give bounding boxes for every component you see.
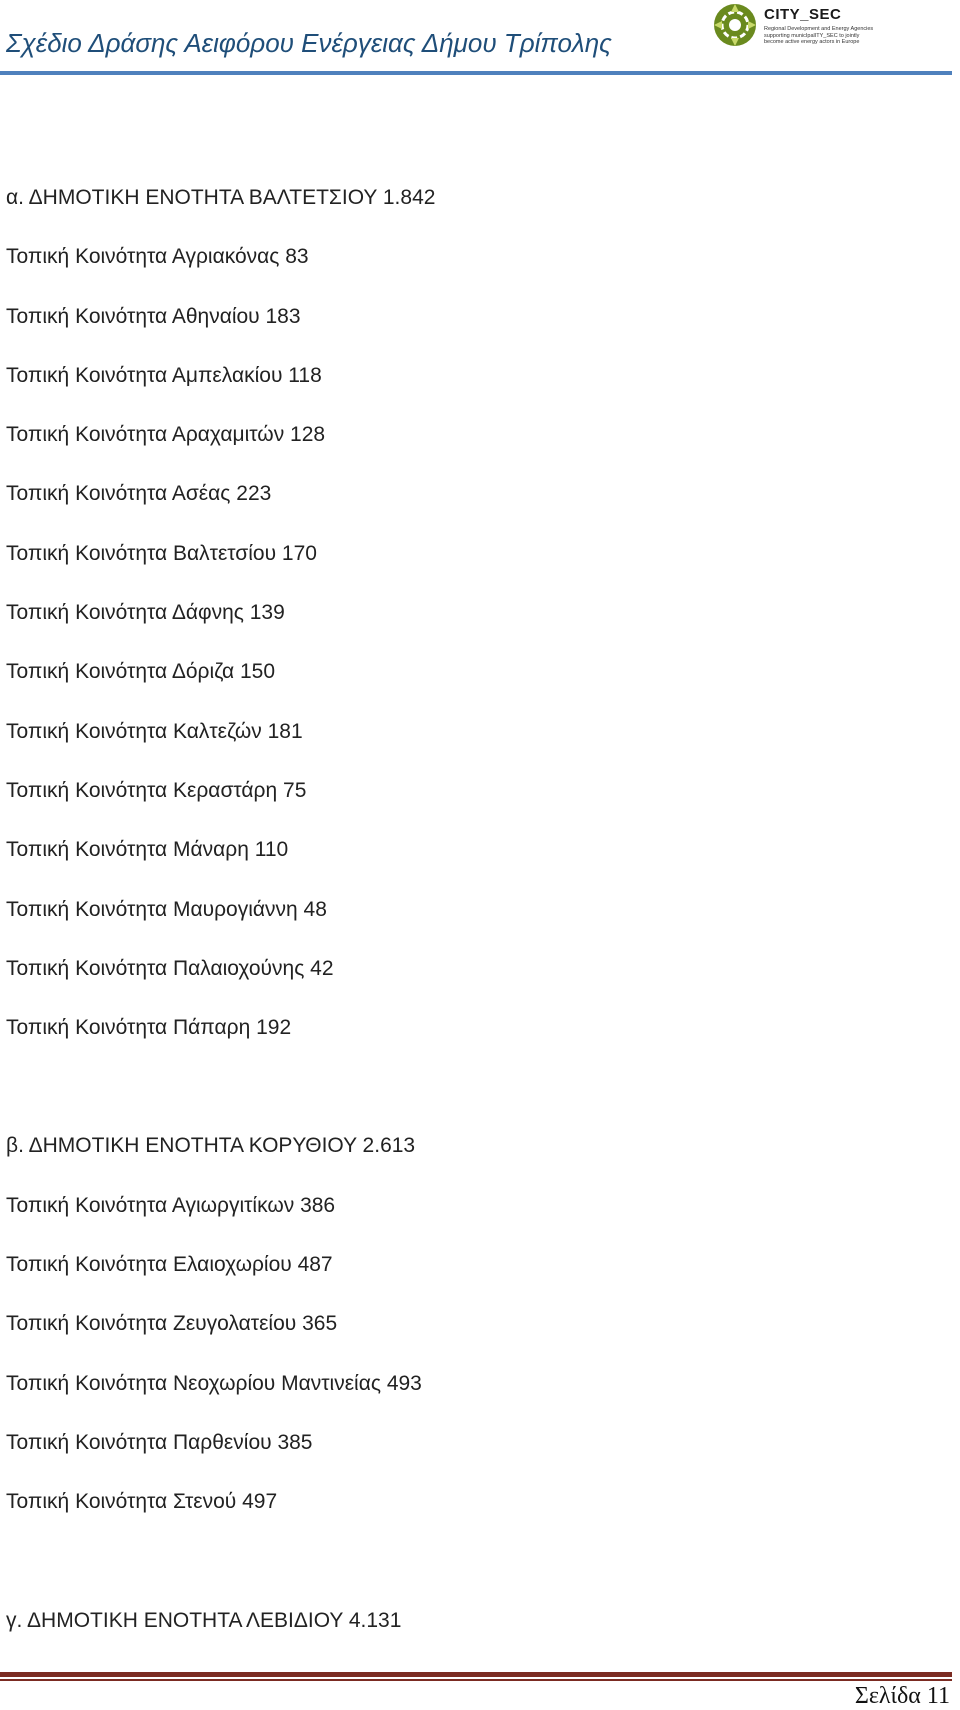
list-item: Τοπική Κοινότητα Αγιωργιτίκων 386 bbox=[6, 1193, 336, 1217]
list-item: Τοπική Κοινότητα Κεραστάρη 75 bbox=[6, 778, 307, 802]
city-sec-logo bbox=[712, 2, 952, 50]
section-heading: γ. ΔΗΜΟΤΙΚΗ ΕΝΟΤΗΤΑ ΛΕΒΙΔΙΟΥ 4.131 bbox=[6, 1608, 402, 1632]
list-item: Τοπική Κοινότητα Αγριακόνας 83 bbox=[6, 245, 309, 269]
header-divider bbox=[0, 71, 952, 75]
document-title: Σχέδιο Δράσης Αειφόρου Ενέργειας Δήμου Τρίπολης bbox=[6, 28, 612, 58]
section-spacer bbox=[6, 1544, 946, 1603]
logo-tagline: Regional Development and Energy Agencies supporting municIpalITY_SEC to jointly become active energy actors in Europe bbox=[764, 26, 874, 45]
list-item: Τοπική Κοινότητα Παρθενίου 385 bbox=[6, 1430, 313, 1454]
list-item: Τοπική Κοινότητα Αμπελακίου 118 bbox=[6, 363, 322, 387]
list-item: Τοπική Κοινότητα Νεοχωρίου Μαντινείας 493 bbox=[6, 1371, 422, 1395]
section-korythiou bbox=[6, 1128, 946, 1543]
logo-name: CITY_SEC bbox=[764, 6, 842, 23]
section-levidiou bbox=[6, 1603, 946, 1662]
document-body bbox=[6, 180, 946, 1662]
list-item: Τοπική Κοινότητα Βαλτετσίου 170 bbox=[6, 541, 317, 565]
list-item: Τοπική Κοινότητα Μαυρογιάννη 48 bbox=[6, 897, 327, 921]
list-item: Τοπική Κοινότητα Ασέας 223 bbox=[6, 482, 272, 506]
list-item: Τοπική Κοινότητα Αραχαμιτών 128 bbox=[6, 423, 326, 447]
section-valtetsiou bbox=[6, 180, 946, 1069]
list-item: Τοπική Κοινότητα Στενού 497 bbox=[6, 1490, 278, 1514]
section-heading: β. ΔΗΜΟΤΙΚΗ ΕΝΟΤΗΤΑ ΚΟΡΥΘΙΟΥ 2.613 bbox=[6, 1134, 416, 1158]
page-header bbox=[0, 0, 960, 80]
city-sec-logo-icon bbox=[712, 2, 758, 48]
list-item: Τοπική Κοινότητα Ελαιοχωρίου 487 bbox=[6, 1253, 333, 1277]
section-spacer bbox=[6, 1069, 946, 1128]
list-item: Τοπική Κοινότητα Αθηναίου 183 bbox=[6, 304, 301, 328]
footer-divider-thick bbox=[0, 1672, 952, 1677]
list-item: Τοπική Κοινότητα Δόριζα 150 bbox=[6, 660, 276, 684]
list-item: Τοπική Κοινότητα Δάφνης 139 bbox=[6, 601, 285, 625]
list-item: Τοπική Κοινότητα Καλτεζών 181 bbox=[6, 719, 303, 743]
list-item: Τοπική Κοινότητα Μάναρη 110 bbox=[6, 838, 289, 862]
page-number: Σελίδα 11 bbox=[854, 1683, 950, 1709]
list-item: Τοπική Κοινότητα Ζευγολατείου 365 bbox=[6, 1312, 338, 1336]
footer-divider-thin bbox=[0, 1679, 952, 1681]
list-item: Τοπική Κοινότητα Πάπαρη 192 bbox=[6, 1016, 292, 1040]
section-heading: α. ΔΗΜΟΤΙΚΗ ΕΝΟΤΗΤΑ ΒΑΛΤΕΤΣΙΟΥ 1.842 bbox=[6, 186, 436, 209]
list-item: Τοπική Κοινότητα Παλαιοχούνης 42 bbox=[6, 956, 334, 980]
